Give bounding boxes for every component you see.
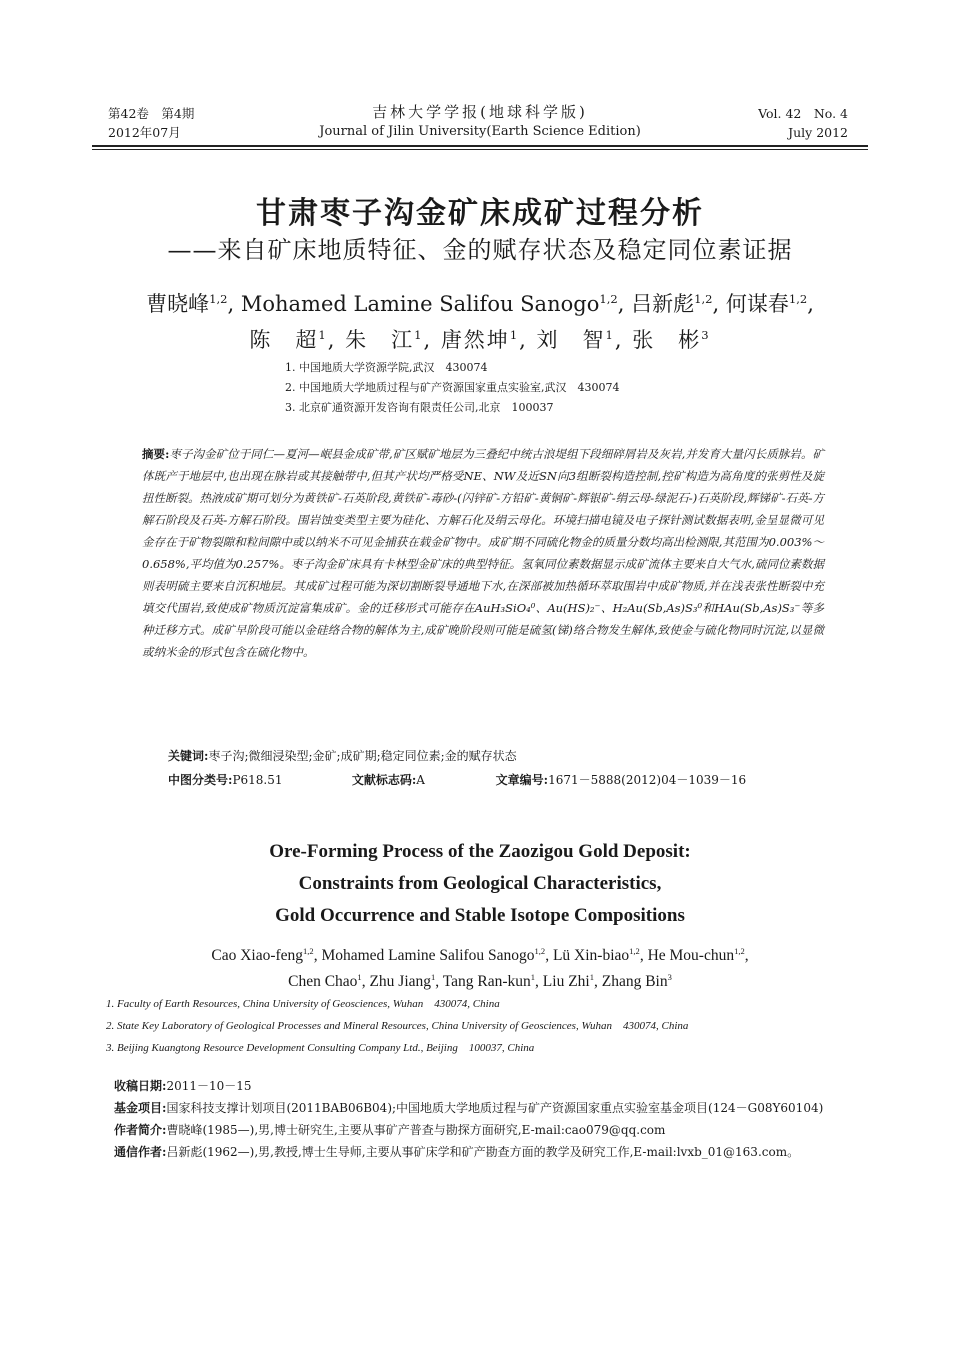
keywords	[168, 747, 517, 764]
date-cn: 2012年07月	[108, 125, 181, 140]
journal-name-cn: 吉林大学学报(地球科学版)	[372, 103, 588, 121]
author-en: Liu Zhi$^1$,	[542, 971, 598, 990]
classification-line	[168, 771, 808, 788]
document-code: 文献标志码:A	[351, 773, 425, 787]
date-en: July 2012	[788, 125, 848, 140]
funding: 基金项目: 国家科技支撑计划项目(2011BAB06B04);中国地质大学地质过程与矿产资源国家重点实验室基金项目(124－G08Y60104)	[114, 1101, 824, 1115]
author-en: Zhu Jiang$^1$,	[369, 971, 440, 990]
corresponding-author: 通信作者: 吕新彪(1962—),男,教授,博士生导师,主要从事矿床学和矿产勘查方面的教学及研究工作,E-mail:lvxb_01@163.com。	[114, 1145, 800, 1159]
paper-subtitle-cn: ——来自矿床地质特征、金的赋存状态及稳定同位素证据	[167, 236, 793, 264]
affiliation-en: 1. Faculty of Earth Resources, China University of Geosciences, Wuhan 430074, China	[106, 998, 500, 1010]
author-en: He Mou-chun$^{1,2}$,	[647, 945, 749, 964]
footnotes	[114, 1075, 874, 1163]
affiliation-en: 2. State Key Laboratory of Geological Processes and Mineral Resources, China University of Geosciences, Wuhan 430074, China	[106, 1020, 689, 1032]
header-rule-thick	[92, 145, 868, 147]
author-cn: 唐然坤$^1$,	[440, 328, 528, 352]
author-cn: Mohamed Lamine Salifou Sanogo$^{1,2}$,	[240, 292, 625, 316]
keywords-text: 枣子沟;微细浸染型;金矿;成矿期;稳定同位素;金的赋存状态	[208, 749, 517, 763]
affiliation-cn: 2. 中国地质大学地质过程与矿产资源国家重点实验室,武汉 430074	[285, 381, 620, 394]
author-cn: 张 彬$^3$	[632, 328, 711, 352]
header-left	[108, 104, 194, 142]
abstract-label: 摘要:	[142, 447, 170, 461]
affiliations-en	[106, 993, 688, 1059]
title-en-line: Ore-Forming Process of the Zaozigou Gold Deposit:	[269, 841, 691, 862]
author-cn: 朱 江$^1$,	[345, 328, 433, 352]
affiliation-en: 3. Beijing Kuangtong Resource Development Consulting Company Ltd., Beijing 100037, China	[106, 1042, 535, 1054]
abstract-text: 枣子沟金矿位于同仁—夏河—岷县金成矿带,矿区赋矿地层为三叠纪中统古浪堤组下段细碎屑岩及灰岩,并发育大量闪长质脉岩。矿体既产于地层中,也出现在脉岩或其接触带中,但其产状均严格受NE、NW及近SN向3组断裂构造控制,控矿构造为高角度的张剪性及旋扭性断裂。热液成矿期可划分为黄铁矿-石英阶段,黄铁矿-毒砂-(闪锌矿-方铅矿-黄铜矿-辉银矿-绢云母-绿泥石-)石英阶段,辉锑矿-石英-方解石阶段及石英-方解石阶段。围岩蚀变类型主要为硅化、方解石化及绢云母化。环境扫描电镜及电子探针测试数据表明,金呈显微可见金存在于矿物裂隙和粒间隙中或以纳米不可见金捕获在载金矿物中。成矿期不同硫化物金的质量分数均高出检测限,其范围为0.003%～0.658%,平均值为0.257%。枣子沟金矿床具有卡林型金矿床的典型特征。氢氧同位素数据显示成矿流体主要来自大气水,硫同位素数据则表明硫主要来自沉积地层。其成矿过程可能为深切割断裂导通地下水,在深部被加热循环萃取围岩中成矿物质,并在浅表张性断裂中充填交代围岩,致使成矿物质沉淀富集成矿。金的迁移形式可能存在AuH₃SiO₄⁰、Au(HS)₂⁻、H₂Au(Sb,As)S₃⁰和HAu(Sb,As)S₃⁻等多种迁移方式。成矿早阶段可能以金硅络合物的解体为主,成矿晚阶段则可能是硫氢(锑)络合物发生解体,致使金与硫化物同时沉淀,以显微或纳米金的形式包含在硫化物中。	[142, 447, 825, 659]
author-cn: 何谋春$^{1,2}$,	[725, 292, 814, 316]
volume-issue-cn: 第42卷 第4期	[108, 106, 195, 121]
author-en: Mohamed Lamine Salifou Sanogo$^{1,2}$,	[321, 945, 550, 964]
title-en-line: Constraints from Geological Characteristics,	[298, 873, 662, 894]
affiliations-cn	[285, 358, 619, 418]
author-cn: 曹晓峰$^{1,2}$,	[146, 292, 235, 316]
author-list-cn-line2	[0, 324, 960, 354]
paper-title-cn: 甘肃枣子沟金矿床成矿过程分析	[256, 196, 704, 231]
header-right	[758, 104, 848, 142]
author-cn: 吕新彪$^{1,2}$,	[631, 292, 720, 316]
author-en: Zhang Bin$^3$	[601, 971, 672, 990]
author-list-cn-line1	[0, 288, 960, 318]
author-en: Lü Xin-biao$^{1,2}$,	[552, 945, 644, 964]
keywords-label: 关键词:	[168, 749, 209, 763]
affiliation-cn: 1. 中国地质大学资源学院,武汉 430074	[285, 361, 488, 374]
author-en: Cao Xiao-feng$^{1,2}$,	[211, 945, 318, 964]
header-rule-thin	[92, 149, 868, 150]
header-center	[300, 102, 660, 142]
paper-title-en	[0, 836, 960, 932]
received-date: 收稿日期: 2011－10－15	[114, 1079, 252, 1093]
author-en: Tang Ran-kun$^1$,	[442, 971, 539, 990]
title-en-line: Gold Occurrence and Stable Isotope Compositions	[275, 905, 685, 926]
author-list-en	[0, 943, 960, 995]
abstract	[142, 443, 824, 663]
clc-number: 中图分类号:P618.51	[168, 773, 283, 787]
author-cn: 陈 超$^1$,	[249, 328, 337, 352]
author-bio: 作者简介: 曹晓峰(1985—),男,博士研究生,主要从事矿产普查与勘探方面研究,E-mail:cao079@qq.com	[114, 1123, 666, 1137]
journal-name-en: Journal of Jilin University(Earth Science Edition)	[319, 124, 641, 139]
volume-issue-en: Vol. 42 No. 4	[758, 106, 848, 121]
author-cn: 刘 智$^1$,	[536, 328, 624, 352]
author-en: Chen Chao$^1$,	[288, 971, 366, 990]
affiliation-cn: 3. 北京矿通资源开发咨询有限责任公司,北京 100037	[285, 401, 554, 414]
article-number: 文章编号:1671－5888(2012)04－1039－16	[495, 773, 747, 787]
